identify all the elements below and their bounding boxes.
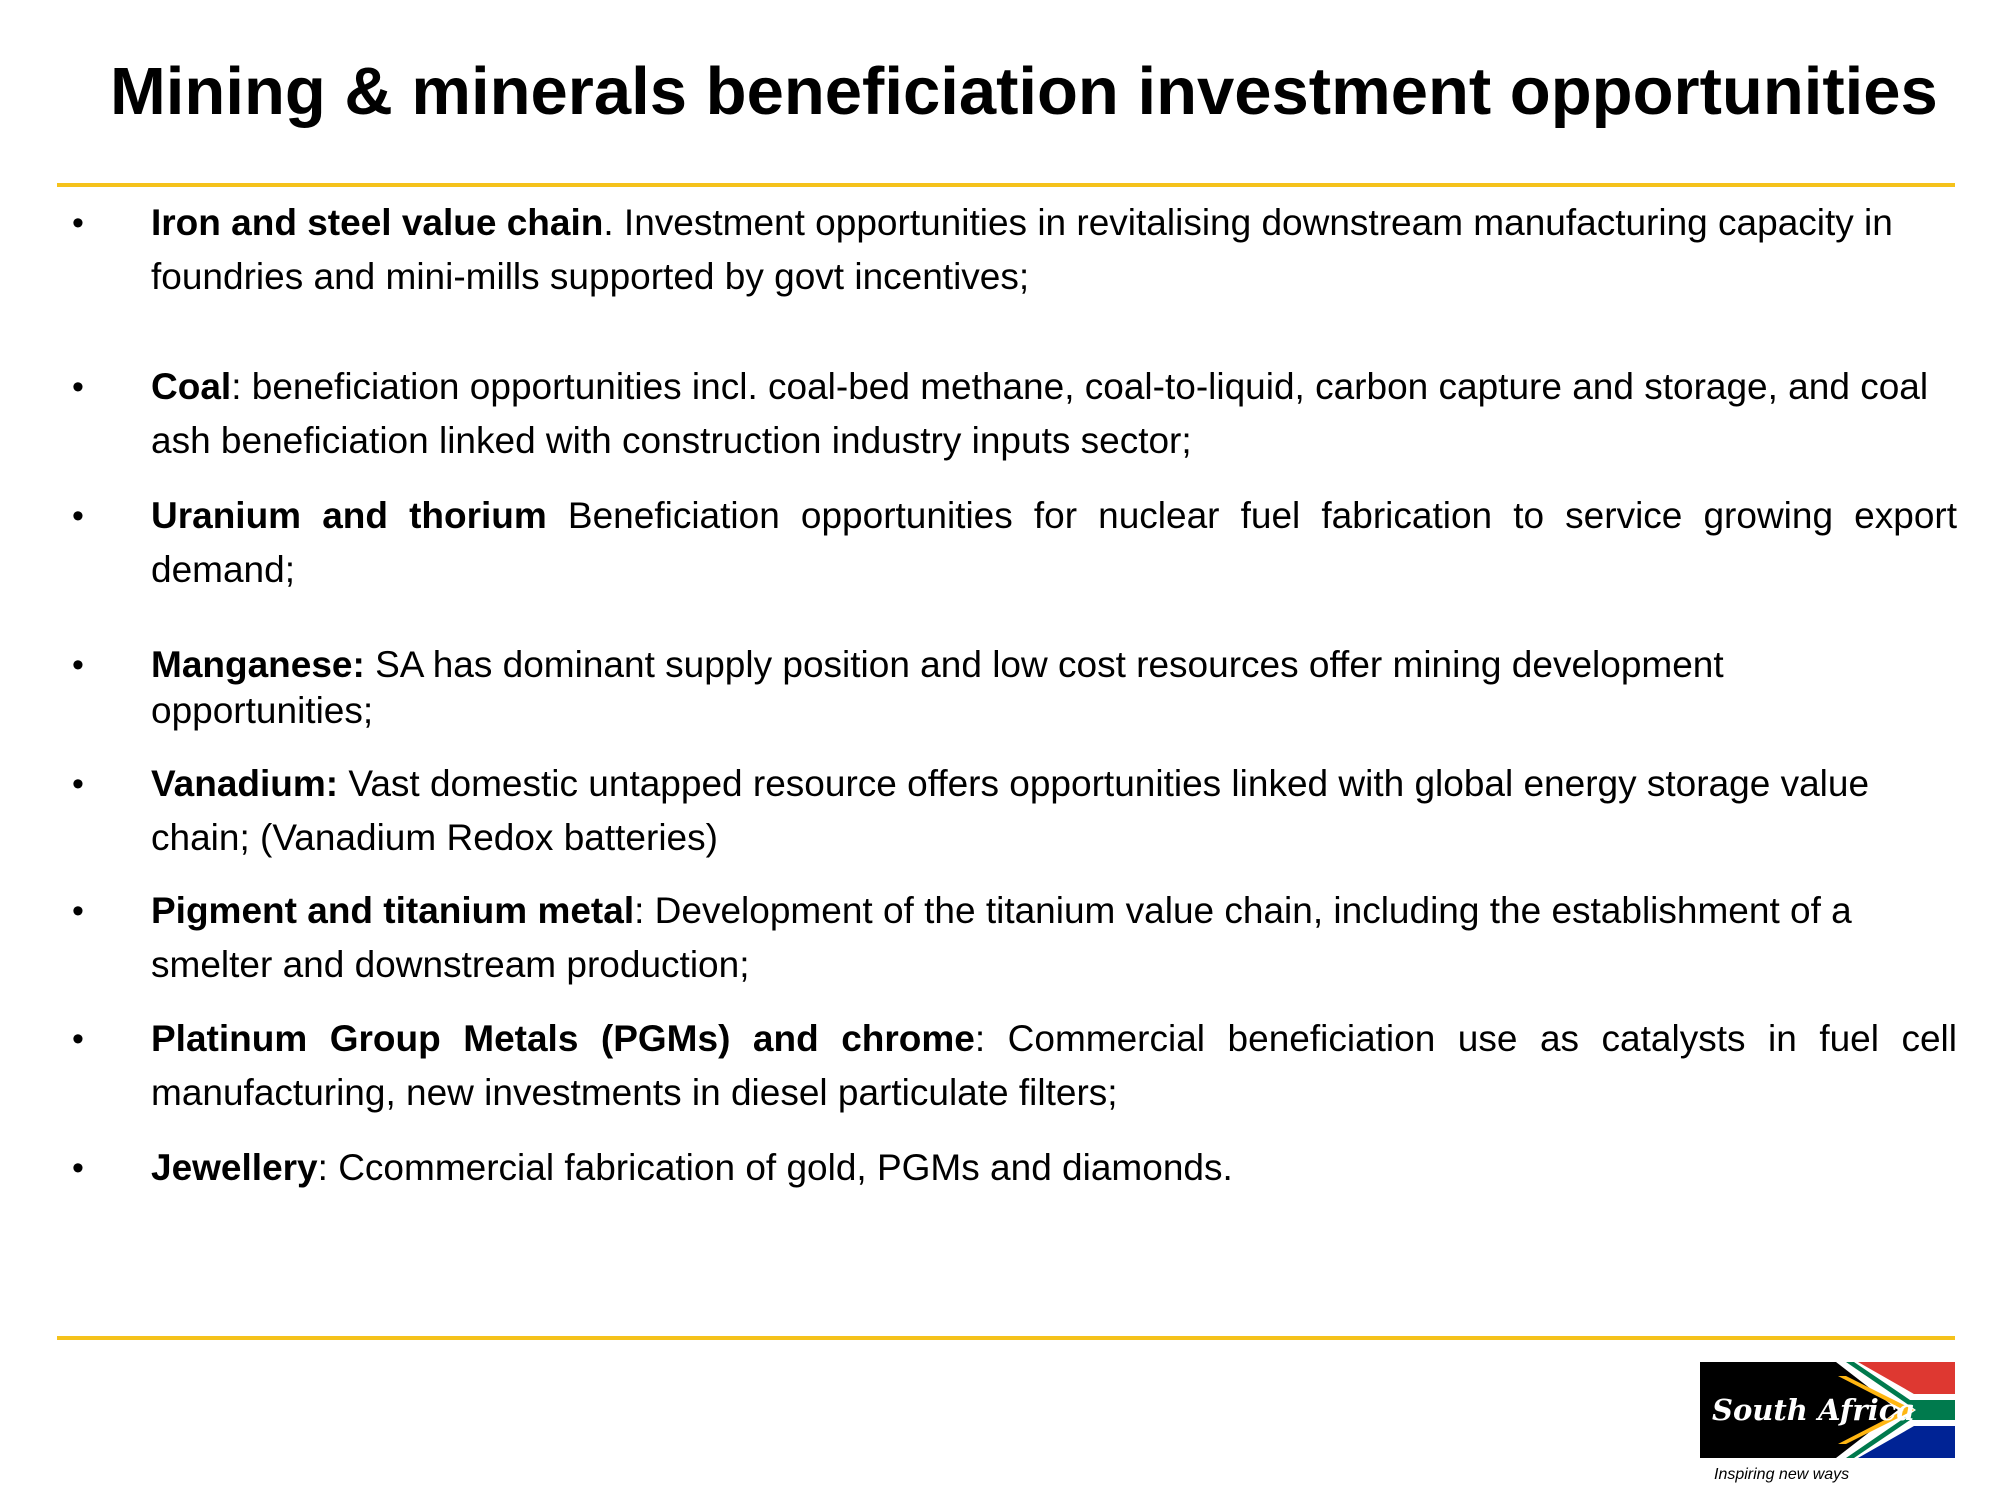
bullet-marker: • [72, 368, 84, 406]
bullet-body: Vast domestic untapped resource offers opportunities linked with global energy storage value chain; (Vanadium Redox batteries) [151, 763, 1870, 858]
bullet-lead: Vanadium: [151, 763, 339, 804]
top-divider [57, 183, 1955, 187]
bullet-lead: Coal [151, 366, 232, 407]
bullet-text [151, 757, 1871, 865]
bullet-body: . Investment opportunities in revitalising downstream manufacturing capacity in foundries and mini-mills supported by govt incentives; [151, 202, 1893, 297]
bullet-lead: Uranium and thorium [151, 495, 547, 536]
bullet-lead: Manganese: [151, 644, 365, 685]
bullet-lead: Jewellery [151, 1147, 318, 1188]
bullet-body: Beneficiation opportunities for nuclear fuel fabrication to service growing export demand; [151, 495, 1958, 590]
logo-wordmark: South Africa [1712, 1393, 1916, 1427]
bullet-marker: • [72, 204, 84, 242]
bottom-divider [57, 1336, 1955, 1340]
bullet-body: SA has dominant supply position and low cost resources offer mining development opportunities; [151, 644, 1724, 731]
bullet-marker: • [72, 1020, 84, 1058]
bullet-lead: Pigment and titanium metal [151, 890, 635, 931]
bullet-marker: • [72, 646, 84, 684]
bullet-text [151, 884, 1957, 992]
bullet-body: : beneficiation opportunities incl. coal-bed methane, coal-to-liquid, carbon capture and storage, and coal ash beneficiation linked with construction industry inputs sector; [151, 366, 1929, 461]
bullet-text [151, 196, 1954, 304]
bullet-lead: Platinum Group Metals (PGMs) and chrome [151, 1018, 975, 1059]
bullet-body: : Development of the titanium value chain, including the establishment of a smelter and downstream production; [151, 890, 1852, 985]
slide-title: Mining & minerals beneficiation investment opportunities [110, 54, 1938, 129]
bullet-marker: • [72, 497, 84, 535]
south-africa-logo [1700, 1362, 1955, 1458]
bullet-marker: • [72, 765, 84, 803]
logo-tagline: Inspiring new ways [1714, 1466, 1850, 1483]
bullet-text [151, 1012, 1957, 1120]
bullet-text [151, 642, 1811, 734]
bullet-text [151, 360, 1961, 468]
bullet-marker: • [72, 1149, 84, 1187]
bullet-body: : Commercial beneficiation use as catalysts in fuel cell manufacturing, new investments in diesel particulate filters; [151, 1018, 1957, 1113]
bullet-text [151, 1141, 1957, 1195]
bullet-body: : Ccommercial fabrication of gold, PGMs and diamonds. [317, 1147, 1233, 1188]
bullet-lead: Iron and steel value chain [151, 202, 604, 243]
bullet-text [151, 489, 1957, 597]
bullet-marker: • [72, 892, 84, 930]
